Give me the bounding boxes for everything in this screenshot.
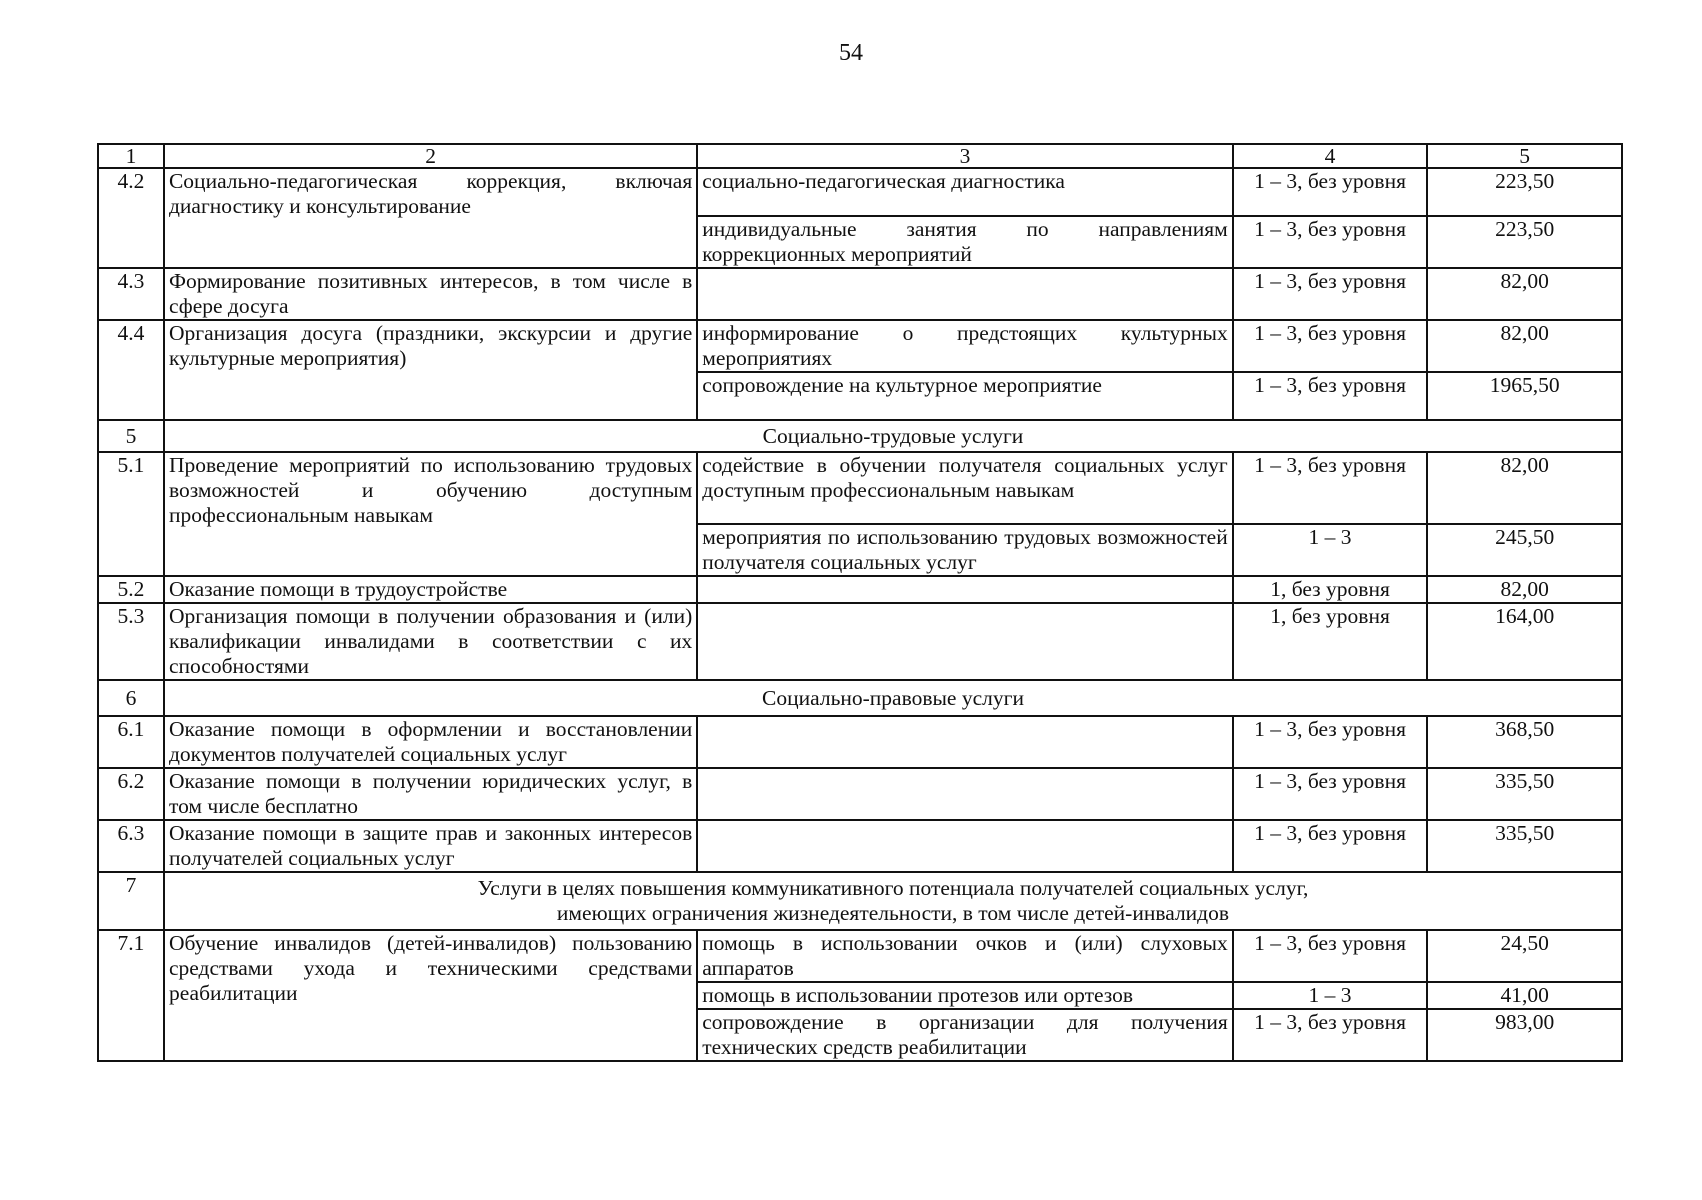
sub-service-empty (697, 268, 1232, 320)
price-cell: 164,00 (1427, 603, 1622, 680)
service-name: Формирование позитивных интересов, в том числе в сфере досуга (164, 268, 697, 320)
sub-service: индивидуальные занятия по направлениям коррекционных мероприятий (697, 216, 1232, 268)
level-cell: 1 – 3, без уровня (1233, 372, 1428, 420)
section-title (164, 872, 1622, 930)
page-number: 54 (839, 40, 863, 66)
price-cell: 82,00 (1427, 452, 1622, 524)
table-row (98, 768, 1622, 820)
level-cell: 1 – 3, без уровня (1233, 1009, 1428, 1061)
table-row (98, 168, 1622, 216)
level-cell: 1 – 3, без уровня (1233, 216, 1428, 268)
level-cell: 1 – 3, без уровня (1233, 452, 1428, 524)
row-number: 4.3 (98, 268, 164, 320)
sub-service: мероприятия по использованию трудовых возможностей получателя социальных услуг (697, 524, 1232, 576)
column-number-row (98, 144, 1622, 168)
service-name: Организация досуга (праздники, экскурсии и другие культурные мероприятия) (164, 320, 697, 420)
row-number: 6.3 (98, 820, 164, 872)
level-cell: 1, без уровня (1233, 576, 1428, 603)
service-name: Оказание помощи в трудоустройстве (164, 576, 697, 603)
column-header: 1 (98, 144, 164, 168)
service-name: Оказание помощи в получении юридических услуг, в том числе бесплатно (164, 768, 697, 820)
row-number: 7.1 (98, 930, 164, 1061)
price-cell: 1965,50 (1427, 372, 1622, 420)
price-cell: 983,00 (1427, 1009, 1622, 1061)
sub-service-empty (697, 603, 1232, 680)
section-number: 7 (98, 872, 164, 930)
sub-service-empty (697, 768, 1232, 820)
level-cell: 1 – 3, без уровня (1233, 716, 1428, 768)
price-cell: 223,50 (1427, 216, 1622, 268)
services-table (97, 143, 1623, 1062)
section-title-line: имеющих ограничения жизнедеятельности, в том числе детей-инвалидов (556, 901, 1230, 925)
column-header: 2 (164, 144, 697, 168)
column-header: 5 (1427, 144, 1622, 168)
sub-service: сопровождение в организации для получения технических средств реабилитации (697, 1009, 1232, 1061)
price-cell: 82,00 (1427, 320, 1622, 372)
section-row (98, 420, 1622, 452)
service-name: Обучение инвалидов (детей-инвалидов) пользованию средствами ухода и техническими средствами реабилитации (164, 930, 697, 1061)
level-cell: 1 – 3, без уровня (1233, 320, 1428, 372)
row-number: 4.2 (98, 168, 164, 268)
level-cell: 1 – 3, без уровня (1233, 820, 1428, 872)
section-row (98, 872, 1622, 930)
price-cell: 24,50 (1427, 930, 1622, 982)
table-row (98, 603, 1622, 680)
service-name: Социально-педагогическая коррекция, включая диагностику и консультирование (164, 168, 697, 268)
sub-service: сопровождение на культурное мероприятие (697, 372, 1232, 420)
table-row (98, 930, 1622, 982)
sub-service: помощь в использовании протезов или ортезов (697, 982, 1232, 1009)
row-number: 5.1 (98, 452, 164, 576)
service-name: Проведение мероприятий по использованию трудовых возможностей и обучению доступным профессиональным навыкам (164, 452, 697, 576)
section-title: Социально-правовые услуги (164, 680, 1622, 716)
row-number: 4.4 (98, 320, 164, 420)
section-title-line: Услуги в целях повышения коммуникативного потенциала получателей социальных услуг, (477, 876, 1309, 900)
price-cell: 245,50 (1427, 524, 1622, 576)
sub-service-empty (697, 820, 1232, 872)
section-title: Социально-трудовые услуги (164, 420, 1622, 452)
level-cell: 1 – 3, без уровня (1233, 930, 1428, 982)
row-number: 6.2 (98, 768, 164, 820)
row-number: 5.2 (98, 576, 164, 603)
table-row (98, 268, 1622, 320)
price-cell: 335,50 (1427, 820, 1622, 872)
sub-service: помощь в использовании очков и (или) слуховых аппаратов (697, 930, 1232, 982)
service-name: Оказание помощи в защите прав и законных интересов получателей социальных услуг (164, 820, 697, 872)
price-cell: 368,50 (1427, 716, 1622, 768)
price-cell: 335,50 (1427, 768, 1622, 820)
level-cell: 1 – 3 (1233, 982, 1428, 1009)
table-row (98, 452, 1622, 524)
sub-service: социально-педагогическая диагностика (697, 168, 1232, 216)
level-cell: 1, без уровня (1233, 603, 1428, 680)
table-row (98, 716, 1622, 768)
sub-service-empty (697, 576, 1232, 603)
column-header: 3 (697, 144, 1232, 168)
price-cell: 223,50 (1427, 168, 1622, 216)
sub-service-empty (697, 716, 1232, 768)
sub-service: содействие в обучении получателя социальных услуг доступным профессиональным навыкам (697, 452, 1232, 524)
level-cell: 1 – 3 (1233, 524, 1428, 576)
row-number: 6.1 (98, 716, 164, 768)
sub-service: информирование о предстоящих культурных мероприятиях (697, 320, 1232, 372)
price-cell: 82,00 (1427, 576, 1622, 603)
table-row (98, 820, 1622, 872)
section-number: 6 (98, 680, 164, 716)
section-number: 5 (98, 420, 164, 452)
level-cell: 1 – 3, без уровня (1233, 268, 1428, 320)
table-row (98, 576, 1622, 603)
row-number: 5.3 (98, 603, 164, 680)
section-row (98, 680, 1622, 716)
price-cell: 41,00 (1427, 982, 1622, 1009)
price-cell: 82,00 (1427, 268, 1622, 320)
level-cell: 1 – 3, без уровня (1233, 168, 1428, 216)
service-name: Организация помощи в получении образования и (или) квалификации инвалидами в соответствии с их способностями (164, 603, 697, 680)
service-name: Оказание помощи в оформлении и восстановлении документов получателей социальных услуг (164, 716, 697, 768)
level-cell: 1 – 3, без уровня (1233, 768, 1428, 820)
column-header: 4 (1233, 144, 1428, 168)
table-row (98, 320, 1622, 372)
